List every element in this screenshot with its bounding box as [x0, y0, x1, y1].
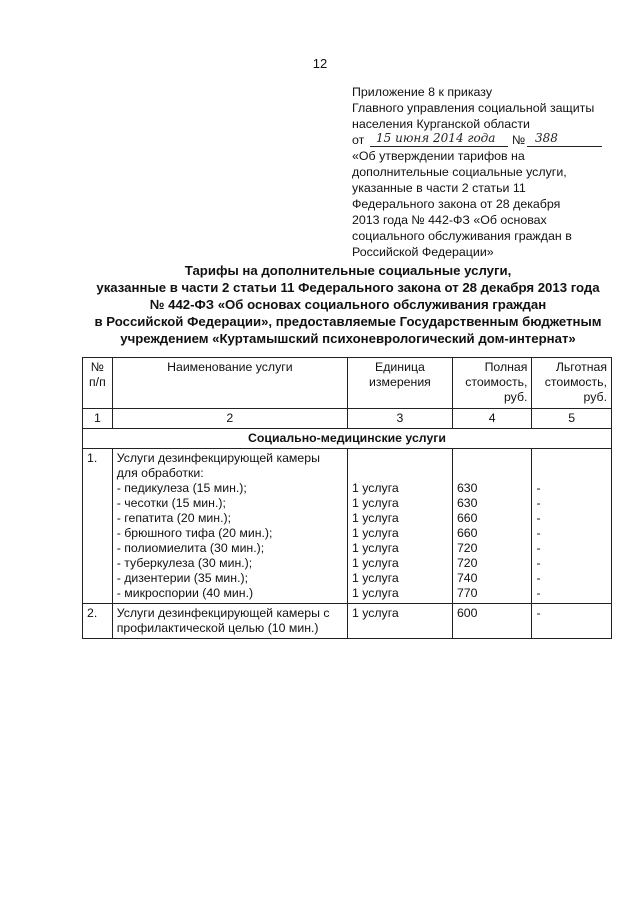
- title-line: № 442-ФЗ «Об основах социального обслуживания граждан: [149, 297, 547, 312]
- page-number: 12: [312, 56, 328, 71]
- row-number: 1.: [83, 449, 113, 604]
- header-text: измерения: [369, 375, 431, 389]
- preferential-cost-value: -: [536, 511, 541, 525]
- header-text: Полная: [484, 360, 528, 374]
- date-prefix: от: [352, 133, 365, 147]
- header-text: №: [90, 360, 104, 374]
- header-num: [83, 358, 113, 409]
- full-cost-value: 630: [456, 496, 478, 510]
- header-unit: [347, 358, 452, 409]
- appendix-line: населения Курганской области: [352, 117, 530, 131]
- service-item: - полиомиелита (30 мин.);: [116, 541, 265, 555]
- full-cost-value: 660: [456, 526, 478, 540]
- header-text: Льготная: [555, 360, 607, 374]
- subject-line: Федерального закона от 28 декабря: [352, 197, 561, 211]
- preferential-cost-value: -: [536, 541, 541, 555]
- full-cost-value: 770: [456, 586, 478, 600]
- unit-value: 1 услуга: [351, 511, 399, 525]
- document-title: [60, 262, 636, 347]
- preferential-cost-value: -: [536, 481, 541, 495]
- unit-value: 1 услуга: [351, 526, 399, 540]
- handwritten-date: 15 июня 2014 года: [376, 131, 496, 145]
- header-text: стоимость,: [465, 375, 528, 389]
- service-item: - педикулеза (15 мин.);: [116, 481, 247, 495]
- spacer: [457, 451, 528, 481]
- title-line: в Российской Федерации», предоставляемые Государственным бюджетным: [94, 314, 602, 329]
- full-cost-value: 600: [452, 604, 532, 639]
- header-preferential-cost: [532, 358, 612, 409]
- subject-line: «Об утверждении тарифов на: [352, 149, 525, 163]
- service-name: [112, 604, 347, 639]
- service-item: - дизентерии (35 мин.);: [116, 571, 248, 585]
- appendix-block: [352, 84, 602, 260]
- unit-cell: [347, 449, 452, 604]
- service-item: - чесотки (15 мин.);: [116, 496, 226, 510]
- spacer: [352, 451, 448, 481]
- service-item: - брюшного тифа (20 мин.);: [116, 526, 273, 540]
- order-date-line: [352, 132, 602, 148]
- full-cost-value: 660: [456, 511, 478, 525]
- title-line: указанные в части 2 статьи 11 Федерального закона от 28 декабря 2013 года: [96, 280, 600, 295]
- header-name: [112, 358, 347, 409]
- number-underline: [527, 146, 602, 147]
- service-title-line: профилактической целью (10 мин.): [116, 621, 319, 635]
- preferential-cost-value: -: [536, 526, 541, 540]
- header-text: руб.: [583, 390, 607, 404]
- section-title: Социально-медицинские услуги: [83, 429, 612, 449]
- table-row: [83, 604, 612, 639]
- column-number-row: [83, 409, 612, 429]
- row-number: 2.: [83, 604, 113, 639]
- table-row: [83, 449, 612, 604]
- full-cost-value: 740: [456, 571, 478, 585]
- column-number: 1: [83, 409, 113, 429]
- unit-value: 1 услуга: [347, 604, 452, 639]
- subject-line: указанные в части 2 статьи 11: [352, 181, 526, 195]
- column-number: 5: [532, 409, 612, 429]
- full-cost-cell: [452, 449, 532, 604]
- preferential-cost-cell: [532, 449, 612, 604]
- date-underline: [370, 146, 508, 147]
- header-text: руб.: [503, 390, 528, 404]
- service-item: - гепатита (20 мин.);: [116, 511, 232, 525]
- appendix-line: Приложение 8 к приказу: [352, 85, 493, 99]
- header-text: Наименование услуги: [167, 360, 293, 374]
- subject-line: дополнительные социальные услуги,: [352, 165, 567, 179]
- full-cost-value: 630: [456, 481, 478, 495]
- service-name: [112, 449, 347, 604]
- header-full-cost: [452, 358, 532, 409]
- title-line: Тарифы на дополнительные социальные услуги,: [184, 263, 512, 278]
- preferential-cost-value: -: [536, 556, 541, 570]
- table-header-row: [83, 358, 612, 409]
- column-number: 2: [112, 409, 347, 429]
- unit-value: 1 услуга: [351, 571, 399, 585]
- appendix-line: Главного управления социальной защиты: [352, 101, 595, 115]
- subject-line: Российской Федерации»: [352, 245, 494, 259]
- column-number: 3: [347, 409, 452, 429]
- full-cost-value: 720: [456, 541, 478, 555]
- preferential-cost-value: -: [536, 571, 541, 585]
- column-number: 4: [452, 409, 532, 429]
- unit-value: 1 услуга: [351, 481, 399, 495]
- header-text: п/п: [89, 375, 106, 389]
- title-line: учреждением «Куртамышский психоневрологический дом-интернат»: [120, 331, 576, 346]
- unit-value: 1 услуга: [351, 556, 399, 570]
- subject-line: 2013 года № 442-ФЗ «Об основах: [352, 213, 547, 227]
- preferential-cost-value: -: [536, 586, 541, 600]
- subject-line: социального обслуживания граждан в: [352, 229, 572, 243]
- handwritten-number: 388: [535, 131, 558, 145]
- unit-value: 1 услуга: [351, 586, 399, 600]
- full-cost-value: 720: [456, 556, 478, 570]
- spacer: [536, 451, 607, 481]
- unit-value: 1 услуга: [351, 496, 399, 510]
- preferential-cost-value: -: [536, 496, 541, 510]
- preferential-cost-value: -: [532, 604, 612, 639]
- service-item: - микроспории (40 мин.): [116, 586, 254, 600]
- service-item: - туберкулеза (30 мин.);: [116, 556, 253, 570]
- service-title-line: Услуги дезинфекцирующей камеры: [116, 451, 320, 465]
- service-title-line: для обработки:: [116, 466, 204, 480]
- header-text: Единица: [375, 360, 425, 374]
- section-row: [83, 429, 612, 449]
- service-title-line: Услуги дезинфекцирующей камеры с: [116, 606, 330, 620]
- number-prefix: №: [512, 133, 526, 147]
- tariffs-table: [82, 357, 612, 639]
- header-text: стоимость,: [544, 375, 607, 389]
- unit-value: 1 услуга: [351, 541, 399, 555]
